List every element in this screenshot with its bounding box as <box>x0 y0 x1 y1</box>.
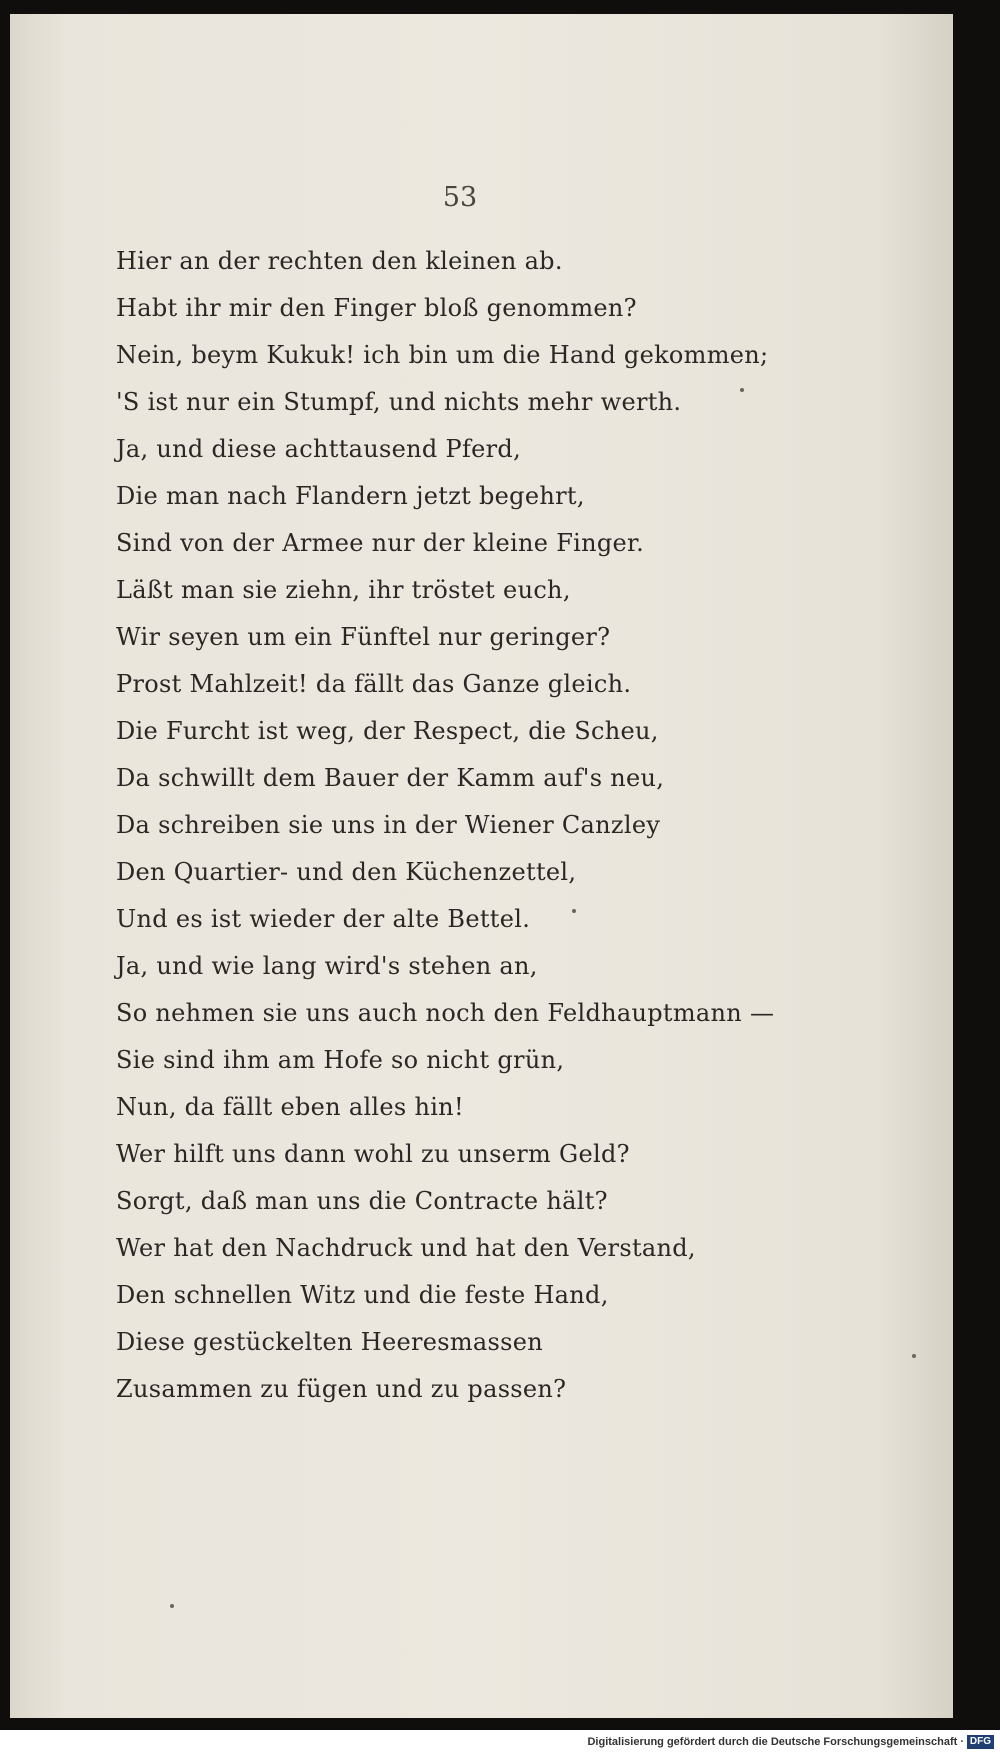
verse-line: Wir seyen um ein Fünftel nur geringer? <box>116 623 611 651</box>
verse-line: Habt ihr mir den Finger bloß genommen? <box>116 294 637 322</box>
verse-line: Diese gestückelten Heeresmassen <box>116 1328 544 1356</box>
paper-speck <box>572 909 576 913</box>
verse-line: Sind von der Armee nur der kleine Finger. <box>116 529 645 557</box>
verse-line: So nehmen sie uns auch noch den Feldhauptmann — <box>116 999 775 1027</box>
paper-speck <box>170 1604 174 1608</box>
page-number: 53 <box>442 182 478 213</box>
verse-line: Wer hilft uns dann wohl zu unserm Geld? <box>116 1140 630 1168</box>
book-page <box>10 14 953 1718</box>
verse-line: Sorgt, daß man uns die Contracte hält? <box>116 1187 608 1215</box>
digitization-credit: Digitalisierung gefördert durch die Deutsche Forschungsgemeinschaft · <box>587 1736 964 1748</box>
verse-line: Hier an der rechten den kleinen ab. <box>116 247 563 275</box>
verse-line: Sie sind ihm am Hofe so nicht grün, <box>116 1046 565 1074</box>
verse-text <box>116 238 816 1413</box>
verse-line: Ja, und diese achttausend Pferd, <box>116 435 522 463</box>
paper-speck <box>912 1354 916 1358</box>
verse-line: Da schreiben sie uns in der Wiener Canzley <box>116 811 661 839</box>
verse-line: Ja, und wie lang wird's stehen an, <box>116 952 538 980</box>
verse-line: Und es ist wieder der alte Bettel. <box>116 905 531 933</box>
verse-line: Wer hat den Nachdruck und hat den Verstand, <box>116 1234 696 1262</box>
paper-speck <box>740 388 744 392</box>
verse-line: Nun, da fällt eben alles hin! <box>116 1093 464 1121</box>
verse-line: 'S ist nur ein Stumpf, und nichts mehr werth. <box>116 388 682 416</box>
verse-line: Die man nach Flandern jetzt begehrt, <box>116 482 585 510</box>
verse-line: Nein, beym Kukuk! ich bin um die Hand gekommen; <box>116 341 769 369</box>
verse-line: Zusammen zu fügen und zu passen? <box>116 1375 567 1403</box>
verse-line: Prost Mahlzeit! da fällt das Ganze gleich. <box>116 670 632 698</box>
dfg-logo: DFG <box>967 1735 994 1749</box>
verse-line: Den schnellen Witz und die feste Hand, <box>116 1281 609 1309</box>
verse-line: Den Quartier- und den Küchenzettel, <box>116 858 577 886</box>
verse-line: Da schwillt dem Bauer der Kamm auf's neu, <box>116 764 665 792</box>
verse-line: Die Furcht ist weg, der Respect, die Scheu, <box>116 717 659 745</box>
verse-line: Läßt man sie ziehn, ihr tröstet euch, <box>116 576 571 604</box>
